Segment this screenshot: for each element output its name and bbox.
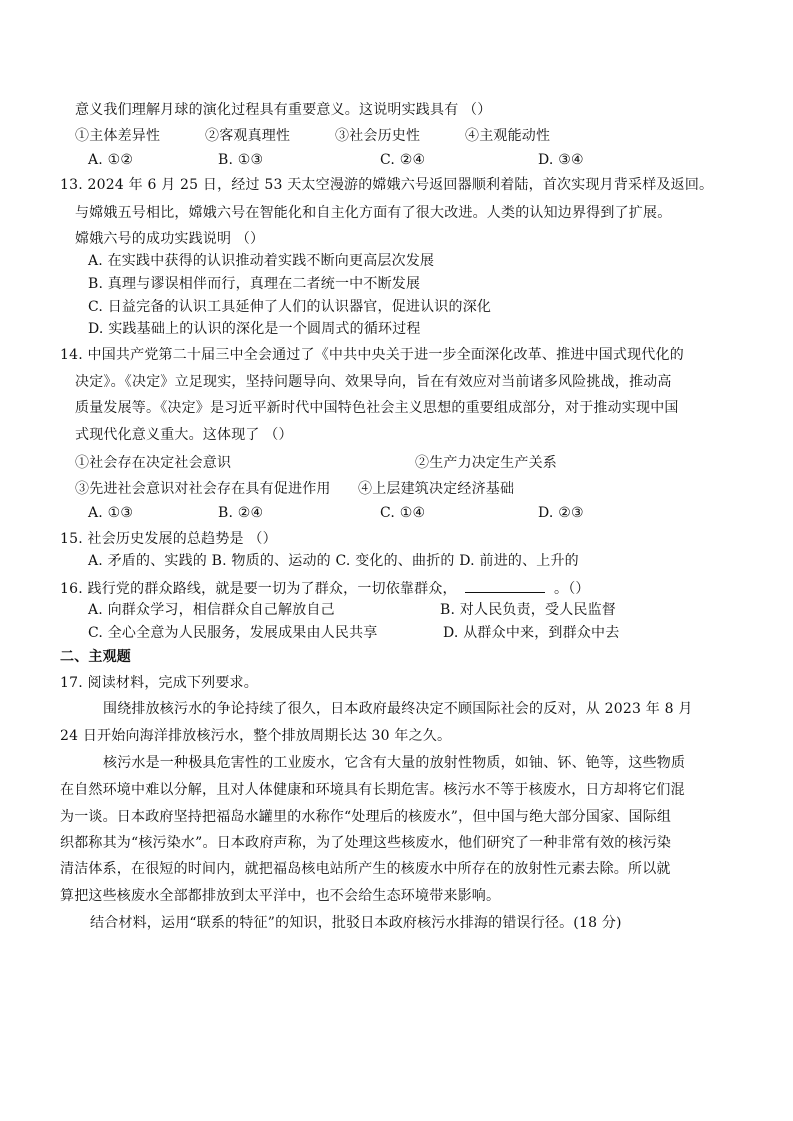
q14-stem-line: 质量发展等。《决定》是习近平新时代中国特色社会主义思想的重要组成部分，对于推动实现中国 [75, 400, 679, 416]
q14-option-c: C. ①④ [380, 505, 426, 521]
q13-option-c: C. 日益完备的认识工具延伸了人们的认识器官，促进认识的深化 [88, 299, 492, 315]
q15-options: A. 矛盾的、实践的 B. 物质的、运动的 C. 变化的、曲折的 D. 前进的、上升的 [88, 553, 579, 569]
q12-item: ②客观真理性 [205, 128, 291, 144]
q14-item: ④上层建筑决定经济基础 [358, 481, 515, 497]
q13-stem-line: 嫦娥六号的成功实践说明 （） [75, 231, 265, 247]
q17-material-line: 算把这些核废水全部都排放到太平洋中，也不会给生态环境带来影响。 [60, 888, 501, 904]
q17-material-line: 在自然环境中难以分解，且对人体健康和环境具有长期危害。核污水不等于核废水，日方却将它们混 [60, 782, 685, 798]
q13-option-a: A. 在实践中获得的认识推动着实践不断向更高层次发展 [88, 253, 435, 269]
q14-option-a: A. ①③ [88, 505, 134, 521]
q12-option-c: C. ②④ [380, 152, 426, 168]
q17-task: 结合材料，运用“联系的特征”的知识，批驳日本政府核污水排海的错误行径。(18 分) [90, 915, 622, 931]
q16-stem-after: 。（） [554, 581, 590, 597]
q16-answer-blank [465, 578, 545, 593]
q17-stem: 17. 阅读材料，完成下列要求。 [60, 675, 258, 691]
q14-item: ③先进社会意识对社会存在具有促进作用 [75, 481, 331, 497]
q12-stem-tail: 意义我们理解月球的演化过程具有重要意义。这说明实践具有 （） [75, 102, 492, 118]
q17-material-line: 围绕排放核污水的争论持续了很久，日本政府最终决定不顾国际社会的反对，从 2023 年 8 月 [103, 701, 693, 717]
q16-option-d: D. 从群众中来，到群众中去 [443, 625, 620, 641]
q12-option-d: D. ③④ [538, 152, 584, 168]
q12-item: ④主观能动性 [465, 128, 551, 144]
q13-stem-line: 与嫦娥五号相比，嫦娥六号在智能化和自主化方面有了很大改进。人类的认知边界得到了扩展。 [75, 205, 672, 221]
q15-stem: 15. 社会历史发展的总趋势是 （） [60, 531, 277, 547]
q13-option-d: D. 实践基础上的认识的深化是一个圆周式的循环过程 [88, 321, 421, 337]
q12-option-a: A. ①② [88, 152, 134, 168]
q16-stem [60, 578, 590, 598]
q17-material-line: 24 日开始向海洋排放核污水，整个排放周期长达 30 年之久。 [60, 728, 452, 744]
section-title: 二、主观题 [60, 649, 131, 665]
q17-material-line: 核污水是一种极具危害性的工业废水，它含有大量的放射性物质，如铀、钚、铯等，这些物质 [103, 755, 686, 771]
q14-stem-line: 决定》。《决定》立足现实，坚持问题导向、效果导向，旨在有效应对当前诸多风险挑战，推动高 [75, 374, 672, 390]
q16-option-b: B. 对人民负责，受人民监督 [440, 602, 616, 618]
q14-stem-line: 14. 中国共产党第二十届三中全会通过了《中共中央关于进一步全面深化改革、推进中国式现代化的 [60, 347, 684, 363]
q17-material-line: 织都称其为“核污染水”。日本政府声称，为了处理这些核废水，他们研究了一种非常有效的核污染 [60, 835, 672, 851]
q13-stem-line: 13. 2024 年 6 月 25 日，经过 53 天太空漫游的嫦娥六号返回器顺利着陆，首次实现月背采样及返回。 [60, 177, 714, 193]
q14-item: ①社会存在决定社会意识 [75, 455, 232, 471]
q14-option-d: D. ②③ [538, 505, 584, 521]
q14-option-b: B. ②④ [218, 505, 264, 521]
q16-option-a: A. 向群众学习，相信群众自己解放自己 [88, 602, 335, 618]
q16-stem-before: 16. 践行党的群众路线，就是要一切为了群众，一切依靠群众， [60, 581, 457, 597]
q14-stem-line: 式现代化意义重大。这体现了 （） [75, 427, 293, 443]
q12-item: ①主体差异性 [75, 128, 161, 144]
q17-material-line: 清洁体系，在很短的时间内，就把福岛核电站所产生的核废水中所存在的放射性元素去除。所以就 [60, 861, 671, 877]
q16-option-c: C. 全心全意为人民服务，发展成果由人民共享 [88, 625, 378, 641]
q17-material-line: 为一谈。日本政府坚持把福岛水罐里的水称作“处理后的核废水”，但中国与绝大部分国家、国际组 [60, 809, 672, 825]
q13-option-b: B. 真理与谬误相伴而行，真理在二者统一中不断发展 [88, 276, 421, 292]
q14-item: ②生产力决定生产关系 [415, 455, 557, 471]
q12-item: ③社会历史性 [335, 128, 421, 144]
q12-option-b: B. ①③ [218, 152, 264, 168]
